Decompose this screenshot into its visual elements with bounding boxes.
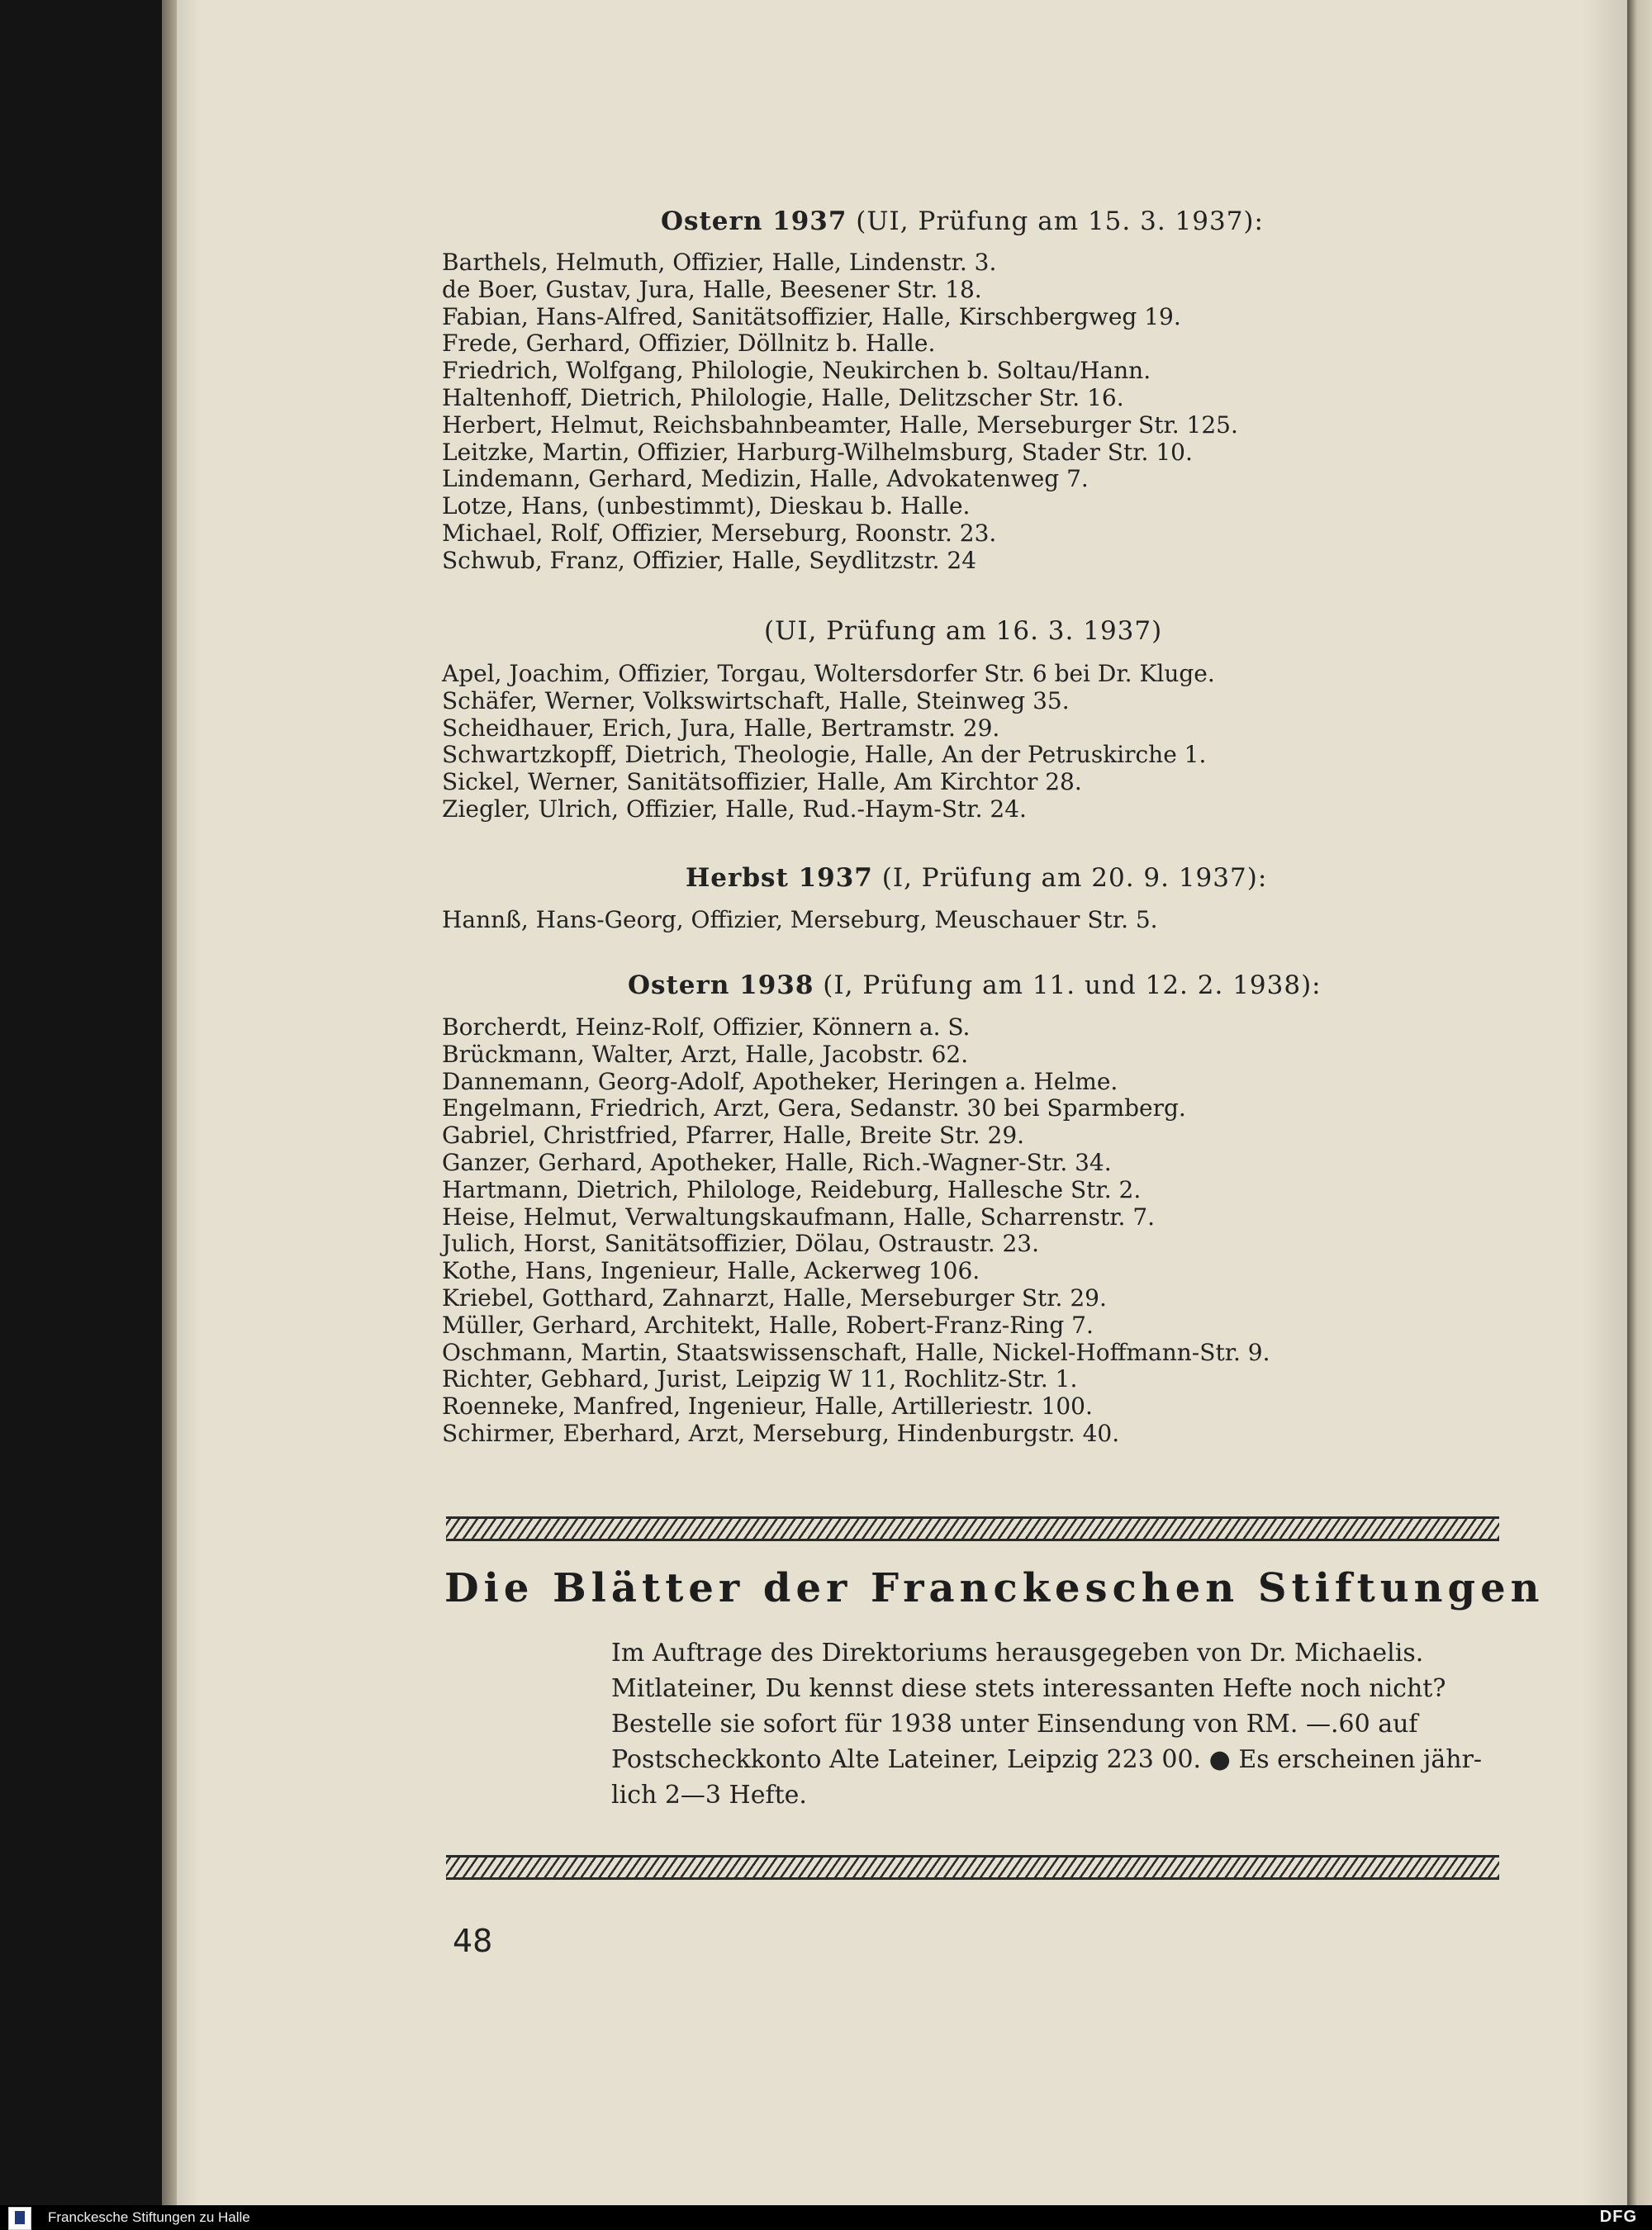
list-item: Lindemann, Gerhard, Medizin, Halle, Advokatenweg 7. (442, 465, 1089, 493)
list-item: Frede, Gerhard, Offizier, Döllnitz b. Halle. (442, 330, 936, 358)
dfg-logo[interactable]: DFG (1599, 2208, 1637, 2226)
list-item: Richter, Gebhard, Jurist, Leipzig W 11, Rochlitz-Str. 1. (442, 1365, 1078, 1393)
list-item: Brückmann, Walter, Arzt, Halle, Jacobstr. 62. (442, 1040, 969, 1068)
section-heading-ui-16-3-1937 (764, 616, 1162, 646)
list-item: Herbert, Helmut, Reichsbahnbeamter, Halle, Merseburger Str. 125. (442, 410, 1238, 439)
section-heading-herbst-1937 (686, 863, 1267, 893)
section-heading-term: Herbst 1937 (686, 863, 873, 893)
institution-logo-icon[interactable] (8, 2207, 31, 2230)
list-item: Barthels, Helmuth, Offizier, Halle, Lindenstr. 3. (442, 249, 997, 276)
list-item: Schäfer, Werner, Volkswirtschaft, Halle, Steinweg 35. (442, 686, 1070, 714)
entry-list-ostern-1937 (442, 249, 1238, 575)
list-item: Engelmann, Friedrich, Arzt, Gera, Sedanstr. 30 bei Sparmberg. (442, 1094, 1186, 1122)
list-item: Schirmer, Eberhard, Arzt, Merseburg, Hindenburgstr. 40. (442, 1419, 1120, 1447)
list-item: Scheidhauer, Erich, Jura, Halle, Bertramstr. 29. (442, 714, 1000, 742)
page-left-edge (162, 0, 178, 2205)
entry-list-ostern-1938 (442, 1014, 1270, 1448)
viewer-footer (0, 2205, 1652, 2230)
section-heading-exam: (UI, Prüfung am 16. 3. 1937) (764, 616, 1163, 646)
list-item: Julich, Horst, Sanitätsoffizier, Dölau, Ostraustr. 23. (442, 1230, 1040, 1258)
list-item: Dannemann, Georg-Adolf, Apotheker, Heringen a. Helme. (442, 1067, 1118, 1095)
ad-line: lich 2—3 Hefte. (611, 1781, 807, 1810)
list-item: Haltenhoff, Dietrich, Philologie, Halle, Delitzscher Str. 16. (442, 383, 1124, 411)
ad-line: Mitlateiner, Du kennst diese stets interessanten Hefte noch nicht? (611, 1674, 1446, 1703)
ad-line: Im Auftrage des Direktoriums herausgegeben von Dr. Michaelis. (611, 1639, 1424, 1668)
list-item: Hartmann, Dietrich, Philologe, Reideburg, Hallesche Str. 2. (442, 1175, 1142, 1203)
list-item: Gabriel, Christfried, Pfarrer, Halle, Breite Str. 29. (442, 1122, 1025, 1150)
ad-title: Die Blätter der Franckeschen Stiftungen (444, 1565, 1545, 1611)
list-item: Apel, Joachim, Offizier, Torgau, Woltersdorfer Str. 6 bei Dr. Kluge. (442, 660, 1215, 687)
list-item: Hannß, Hans-Georg, Offizier, Merseburg, Meuschauer Str. 5. (442, 906, 1158, 933)
section-heading-term: Ostern 1938 (628, 970, 814, 1000)
list-item: Heise, Helmut, Verwaltungskaufmann, Halle, Scharrenstr. 7. (442, 1203, 1156, 1231)
entry-list-herbst-1937 (442, 907, 1158, 934)
section-heading-ostern-1937 (661, 206, 1264, 236)
list-item: Schwartzkopff, Dietrich, Theologie, Halle, An der Petruskirche 1. (442, 741, 1207, 769)
list-item: Ganzer, Gerhard, Apotheker, Halle, Rich.-Wagner-Str. 34. (442, 1148, 1112, 1176)
logo-mark (15, 2211, 25, 2224)
section-heading-ostern-1938 (628, 970, 1322, 1000)
list-item: Sickel, Werner, Sanitätsoffizier, Halle, Am Kirchtor 28. (442, 768, 1082, 796)
ornamental-rule-top (446, 1516, 1499, 1541)
ornamental-rule-bottom (446, 1855, 1499, 1880)
institution-label[interactable]: Franckesche Stiftungen zu Halle (48, 2209, 250, 2225)
list-item: Kothe, Hans, Ingenieur, Halle, Ackerweg 106. (442, 1257, 980, 1285)
list-item: de Boer, Gustav, Jura, Halle, Beesener Str. 18. (442, 275, 982, 303)
list-item: Kriebel, Gotthard, Zahnarzt, Halle, Merseburger Str. 29. (442, 1283, 1107, 1312)
list-item: Borcherdt, Heinz-Rolf, Offizier, Könnern a. S. (442, 1013, 971, 1041)
section-heading-term: Ostern 1937 (661, 206, 847, 236)
list-item: Leitzke, Martin, Offizier, Harburg-Wilhelmsburg, Stader Str. 10. (442, 438, 1193, 466)
section-heading-exam: (I, Prüfung am 20. 9. 1937): (872, 863, 1268, 893)
entry-list-ui-16-3-1937 (442, 661, 1215, 823)
scan-left-margin (0, 0, 177, 2230)
ad-line: Bestelle sie sofort für 1938 unter Einsendung von RM. —.60 auf (611, 1710, 1418, 1739)
list-item: Roenneke, Manfred, Ingenieur, Halle, Artilleriestr. 100. (442, 1393, 1093, 1421)
list-item: Fabian, Hans-Alfred, Sanitätsoffizier, Halle, Kirschbergweg 19. (442, 302, 1181, 330)
page-number: 48 (453, 1923, 493, 1959)
list-item: Müller, Gerhard, Architekt, Halle, Robert-Franz-Ring 7. (442, 1311, 1094, 1339)
ad-line: Postscheckkonto Alte Lateiner, Leipzig 223 00. ● Es erscheinen jähr- (611, 1745, 1483, 1774)
list-item: Schwub, Franz, Offizier, Halle, Seydlitzstr. 24 (442, 546, 977, 574)
next-page-edge (1627, 0, 1652, 2205)
ad-body (611, 1635, 1499, 1813)
list-item: Friedrich, Wolfgang, Philologie, Neukirchen b. Soltau/Hann. (442, 357, 1151, 385)
section-heading-exam: (I, Prüfung am 11. und 12. 2. 1938): (814, 970, 1322, 1000)
list-item: Michael, Rolf, Offizier, Merseburg, Roonstr. 23. (442, 519, 997, 547)
section-heading-exam: (UI, Prüfung am 15. 3. 1937): (847, 206, 1264, 236)
list-item: Ziegler, Ulrich, Offizier, Halle, Rud.-Haym-Str. 24. (442, 795, 1027, 823)
list-item: Oschmann, Martin, Staatswissenschaft, Halle, Nickel-Hoffmann-Str. 9. (442, 1338, 1270, 1366)
list-item: Lotze, Hans, (unbestimmt), Dieskau b. Halle. (442, 492, 971, 520)
